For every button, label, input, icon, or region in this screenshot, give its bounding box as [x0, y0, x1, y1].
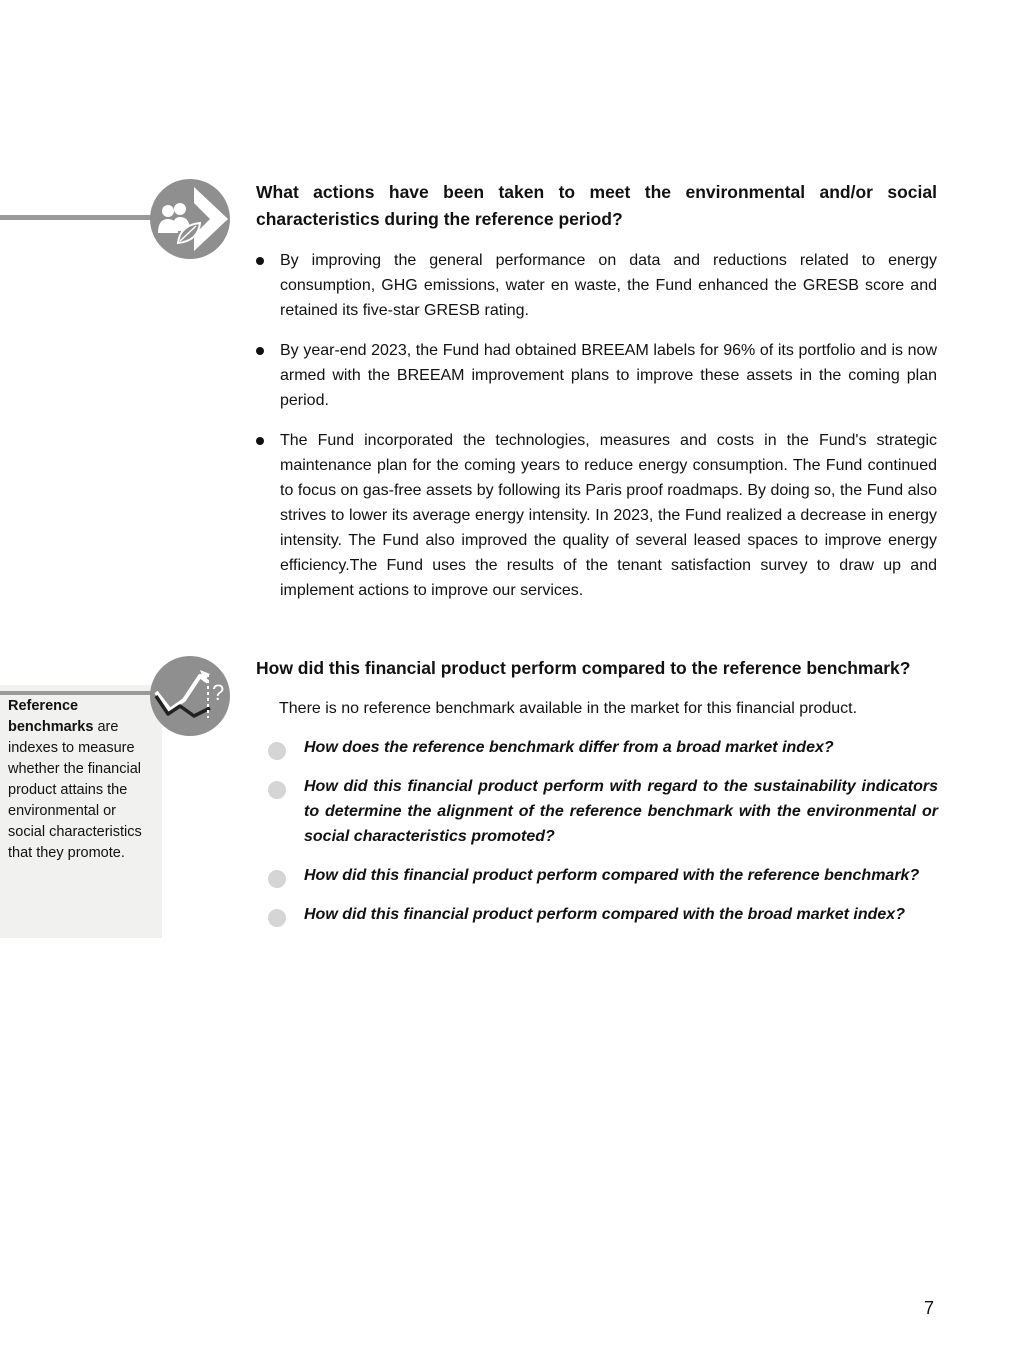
- page-number: 7: [924, 1298, 935, 1318]
- sidebar-definition: are indexes to measure whether the financial product attains the environmental or social characteristics that they promote.: [8, 719, 142, 861]
- grey-bullet-icon: [268, 781, 286, 799]
- grey-bullet-icon: [268, 909, 286, 927]
- trend-chart-question-icon: [150, 656, 230, 736]
- grey-bullet-icon: [268, 742, 286, 760]
- section1-heading: What actions have been taken to meet the environmental and/or social characteristics during the reference period?: [256, 182, 937, 229]
- bullet-icon: [256, 257, 264, 265]
- list-item: How does the reference benchmark differ from a broad market index?: [268, 735, 938, 760]
- people-leaf-arrow-icon: [150, 179, 230, 259]
- section-divider-line: [0, 215, 160, 220]
- list-item: The Fund incorporated the technologies, measures and costs in the Fund's strategic maintenance plan for the coming years to reduce energy consumption. The Fund continued to focus on gas-free assets by following its Paris proof roadmaps. By doing so, the Fund also strives to lower its average energy intensity. In 2023, the Fund realized a decrease in energy intensity. The Fund also improved the quality of several leased spaces to improve energy efficiency.The Fund uses the results of the tenant satisfaction survey to draw up and implement actions to improve our services.: [256, 428, 937, 603]
- bullet-icon: [256, 437, 264, 445]
- list-item: By improving the general performance on data and reductions related to energy consumption, GHG emissions, water en waste, the Fund enhanced the GRESB score and retained its five-star GRESB rating.: [256, 248, 937, 323]
- list-item: How did this financial product perform compared with the broad market index?: [268, 902, 938, 927]
- sidebar-definition-text: [8, 696, 156, 864]
- bullet-icon: [256, 347, 264, 355]
- section1-bullet-list: [256, 248, 937, 618]
- section2-question-list: [268, 735, 938, 941]
- question-mark: ?: [212, 680, 225, 705]
- list-item: How did this financial product perform compared with the reference benchmark?: [268, 863, 938, 888]
- list-item: How did this financial product perform with regard to the sustainability indicators to determine the alignment of the reference benchmark with the environmental or social characteristics promoted?: [268, 774, 938, 849]
- grey-bullet-icon: [268, 870, 286, 888]
- sidebar-term: Reference benchmarks: [8, 698, 94, 735]
- list-item: By year-end 2023, the Fund had obtained BREEAM labels for 96% of its portfolio and is now armed with the BREEAM improvement plans to improve these assets in the coming plan period.: [256, 338, 937, 413]
- section2-heading: How did this financial product perform compared to the reference benchmark?: [256, 658, 911, 678]
- sidebar-divider-line: [0, 691, 160, 695]
- section2-intro: There is no reference benchmark available in the market for this financial product.: [279, 700, 858, 717]
